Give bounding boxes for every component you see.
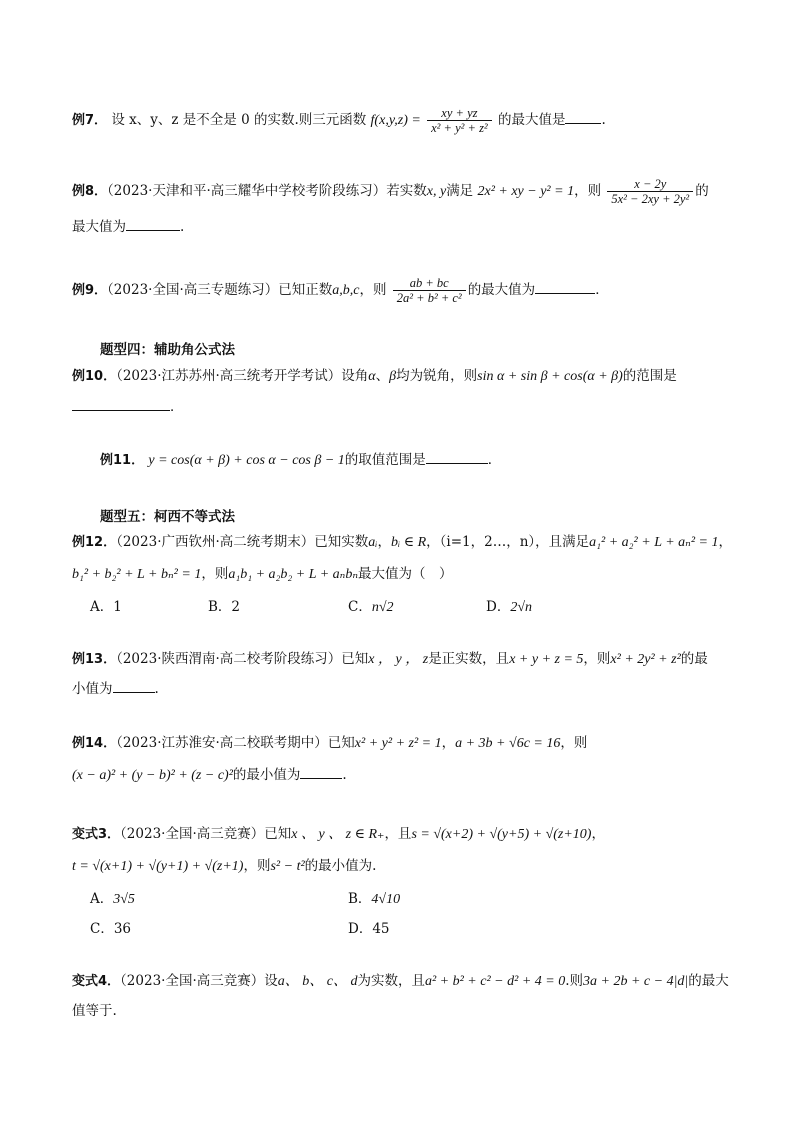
text: 的最小值为	[304, 858, 373, 874]
variant-3	[72, 825, 605, 844]
answer-blank[interactable]	[426, 451, 488, 464]
example-text: 设 x、y、z 是不全是 0 的实数.则三元函数	[111, 112, 367, 128]
answer-blank[interactable]	[300, 766, 342, 779]
period: ．	[595, 282, 609, 298]
denominator: 2a² + b² + c²	[393, 290, 466, 305]
option-label: C．36	[90, 921, 132, 937]
period: .	[601, 112, 606, 128]
expression: 3a + 2b + c − 4|d|	[583, 974, 689, 989]
text: ，	[718, 534, 732, 550]
example-8-line2	[72, 218, 184, 236]
example-10-line2	[72, 398, 184, 416]
numerator: xy + yz	[441, 106, 478, 120]
text: 小值为	[72, 681, 113, 697]
variant-3-line2	[72, 857, 376, 876]
example-7	[72, 106, 606, 135]
option-label: A．1	[90, 599, 122, 615]
condition: a₁² + a₂² + L + aₙ² = 1	[589, 535, 719, 550]
example-label: 例14．	[72, 736, 117, 751]
answer-blank[interactable]	[565, 111, 601, 124]
variables: x 、 y 、 z ∈ R₊	[291, 827, 385, 842]
option-label: B．	[348, 891, 372, 907]
section-heading: 题型五：柯西不等式法	[100, 509, 235, 525]
example-8	[72, 177, 709, 206]
variable: bᵢ ∈ R	[391, 535, 427, 550]
expression: a₁b₁ + a₂b₂ + L + aₙbₙ	[228, 567, 359, 582]
text: 均为锐角，则	[396, 368, 478, 384]
source-text: （2023·全国·高三竞赛）设	[120, 973, 278, 989]
denominator: x² + y² + z²	[427, 120, 492, 135]
text: 的最小值为	[232, 767, 301, 783]
section-heading: 题型四：辅助角公式法	[100, 342, 235, 358]
option-b[interactable]	[208, 595, 240, 615]
example-label: 例7．	[72, 113, 108, 128]
option-label: C．	[348, 599, 372, 615]
variant-4	[72, 972, 729, 991]
period: ．	[487, 452, 502, 468]
period: .	[112, 1003, 117, 1019]
source-text: （2023·天津和平·高三耀华中学校考阶段练习）若实数	[107, 183, 427, 199]
expression: x² + 2y² + z²	[610, 652, 681, 667]
source-text: （2023·陕西渭南·高二校考阶段练习）已知	[116, 651, 369, 667]
example-11	[100, 451, 501, 470]
example-13-line2	[72, 680, 159, 698]
period: .	[154, 681, 159, 697]
text: 的最大	[688, 973, 729, 989]
variables: x ， y ， z	[368, 652, 429, 667]
text: ，则	[574, 183, 602, 199]
condition: a + 3b + √6c = 16	[455, 736, 561, 751]
source-text: （2023·全国·高三专题练习）已知正数	[107, 282, 333, 298]
text: 是正实数，且	[428, 651, 510, 667]
variant-4-line2	[72, 1002, 117, 1020]
fraction	[427, 106, 492, 135]
numerator: ab + bc	[409, 276, 449, 290]
function-expression: f(x,y,z) =	[370, 113, 421, 128]
variables: x, y	[426, 184, 447, 199]
example-label: 例9．	[72, 283, 108, 298]
option-label: D．45	[348, 921, 390, 937]
example-label: 例8．	[72, 184, 108, 199]
text: ，	[441, 735, 456, 751]
source-text: （2023·江苏苏州·高三统考开学考试）设角	[116, 368, 369, 384]
variables: a,b,c	[332, 283, 360, 298]
option-label: B．2	[208, 599, 241, 615]
text: ，且	[384, 826, 412, 842]
option-c[interactable]	[348, 595, 394, 616]
condition: 2x² + xy − y² = 1	[477, 184, 575, 199]
answer-blank[interactable]	[113, 680, 155, 693]
condition: x + y + z = 5	[509, 652, 584, 667]
variables: a、 b、 c、 d	[277, 974, 358, 989]
text: ，	[377, 534, 392, 550]
answer-blank[interactable]	[126, 218, 180, 231]
denominator: 5x² − 2xy + 2y²	[607, 191, 693, 206]
numerator: x − 2y	[634, 177, 667, 191]
text: ，则	[583, 651, 611, 667]
option-b[interactable]	[348, 887, 400, 908]
example-13	[72, 650, 708, 669]
expression: y = cos(α + β) + cos α − cos β − 1	[148, 453, 345, 468]
text: 的取值范围是	[344, 452, 426, 468]
example-label: 例13．	[72, 652, 117, 667]
example-12	[72, 533, 732, 552]
text: ，则	[201, 566, 229, 582]
option-label: D．	[486, 599, 511, 615]
option-d[interactable]	[348, 917, 390, 937]
text: .则	[565, 973, 584, 989]
option-value: 4√10	[371, 892, 401, 907]
variable: aᵢ	[368, 535, 378, 550]
example-9	[72, 276, 609, 305]
text: 、	[375, 368, 390, 384]
expression: s² − t²	[270, 859, 305, 874]
example-label: 例11．	[100, 453, 145, 468]
example-label: 变式4．	[72, 974, 121, 989]
expression: t = √(x+1) + √(y+1) + √(z+1)	[72, 859, 244, 874]
option-d[interactable]	[486, 595, 532, 616]
alpha: α	[368, 369, 376, 384]
text: 满足	[446, 183, 474, 199]
option-label: A．	[90, 891, 114, 907]
text: 的范围是	[622, 368, 677, 384]
text: 的最大值为	[467, 282, 536, 298]
example-label: 例10．	[72, 369, 117, 384]
expression: (x − a)² + (y − b)² + (z − c)²	[72, 768, 233, 783]
example-14	[72, 734, 587, 753]
example-label: 变式3．	[72, 827, 121, 842]
option-a[interactable]	[90, 887, 135, 908]
option-a[interactable]	[90, 595, 122, 615]
example-12-line2	[72, 565, 453, 584]
condition: b₁² + b₂² + L + bₙ² = 1	[72, 567, 202, 582]
condition: x² + y² + z² = 1	[354, 736, 442, 751]
example-tail: 的最大值是	[497, 112, 566, 128]
text: 的	[695, 183, 709, 199]
source-text: （2023·全国·高三竞赛）已知	[120, 826, 292, 842]
option-value: 2√n	[510, 600, 533, 615]
text: ，则	[243, 858, 271, 874]
answer-blank[interactable]	[72, 398, 170, 411]
example-10	[72, 367, 677, 386]
answer-blank[interactable]	[535, 281, 595, 294]
option-c[interactable]	[90, 917, 131, 937]
expression: s = √(x+2) + √(y+5) + √(z+10)	[411, 827, 592, 842]
fraction	[607, 177, 693, 206]
fraction	[393, 276, 466, 305]
period: .	[372, 858, 377, 874]
text: 值等于	[72, 1003, 113, 1019]
expression: sin α + sin β + cos(α + β)	[477, 369, 623, 384]
example-label: 例12．	[72, 535, 117, 550]
text: 最大值为	[72, 219, 126, 235]
condition: a² + b² + c² − d² + 4 = 0	[424, 974, 566, 989]
text: 为实数，且	[357, 973, 425, 989]
source-text: （2023·广西钦州·高二统考期末）已知实数	[116, 534, 369, 550]
text: ，则	[359, 282, 387, 298]
option-value: n√2	[371, 600, 394, 615]
text: ，	[591, 826, 605, 842]
beta: β	[389, 369, 397, 384]
text: 的最	[680, 651, 708, 667]
source-text: （2023·江苏淮安·高二校联考期中）已知	[116, 735, 355, 751]
period: ．	[170, 399, 184, 415]
text: 最大值为（ ）	[358, 566, 453, 582]
example-14-line2	[72, 766, 347, 785]
period: .	[342, 767, 347, 783]
text: ，（i=1，2…，n），且满足	[426, 534, 590, 550]
text: ，则	[560, 735, 588, 751]
option-value: 3√5	[113, 892, 135, 907]
period: .	[180, 219, 185, 235]
